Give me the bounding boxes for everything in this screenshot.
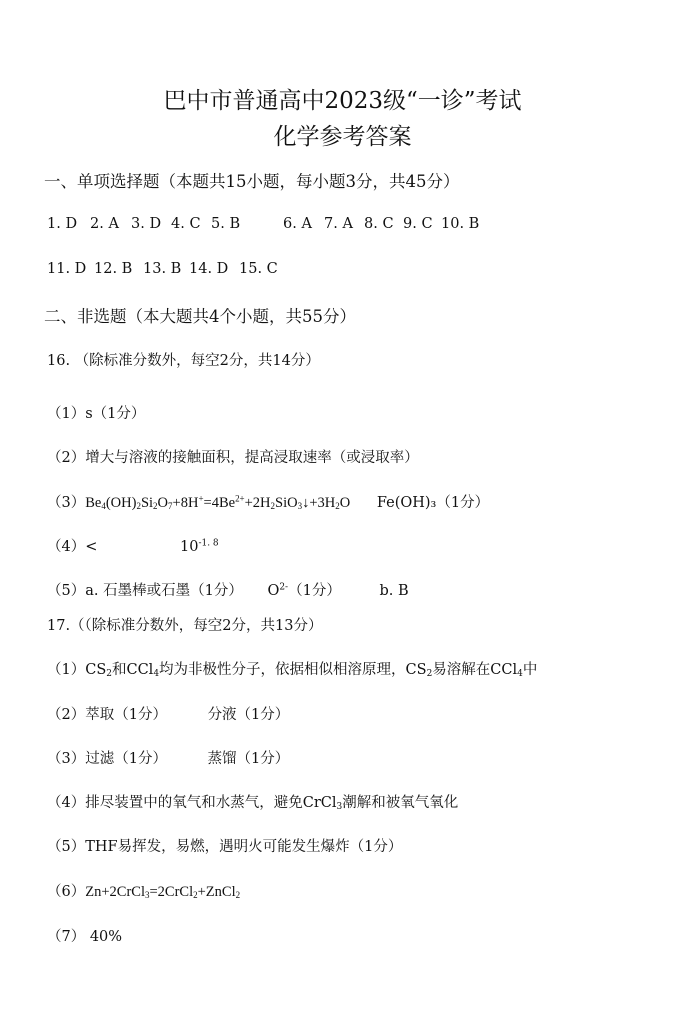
section-2-heading: 二、非选题（本大题共4个小题，共55分） bbox=[44, 307, 356, 326]
chemical-equation: Zn+2CrCl$_3$=2CrCl$_2$+ZnCl$_2$ bbox=[85, 884, 241, 901]
mc-answer: 3. D bbox=[131, 216, 162, 232]
oxide-ion: $O^{2-}(1$分） bbox=[267, 582, 341, 599]
mc-answer: 8. C bbox=[364, 216, 394, 232]
q16-answer-4-value: $10^{-1. 8}$ bbox=[179, 538, 219, 555]
q17-answer-2: （2）萃取（1分） 分液（1分） bbox=[47, 707, 290, 723]
q16-answer-4 bbox=[47, 535, 219, 556]
page-title: 巴中市普通高中2023级“一诊”考试 bbox=[163, 88, 522, 114]
mc-answer: 12. B bbox=[94, 261, 133, 277]
section-1-heading: 一、单项选择题（本题共15小题，每小题3分，共45分） bbox=[44, 172, 460, 191]
formula-cs2: $CS_2$ bbox=[405, 662, 433, 680]
q16-answer-1: （1）s（1分） bbox=[47, 406, 146, 422]
answer-label: （1） bbox=[47, 662, 86, 678]
formula-crcl3: CrCl$_3$ bbox=[302, 795, 343, 813]
q16-heading: 16. （除标准分数外，每空2分，共14分） bbox=[47, 353, 320, 369]
mc-answer: 7. A bbox=[324, 216, 353, 232]
formula-ccl4: CCl$_4$ bbox=[126, 662, 160, 680]
q17-answer-4: （4）排尽装置中的氧气和水蒸气，避免CrCl$_3$潮解和被氧气氧化 bbox=[47, 795, 459, 813]
mc-answer: 15. C bbox=[239, 261, 278, 277]
mc-answer: 5. B bbox=[211, 216, 241, 232]
q16-answer-3 bbox=[47, 491, 489, 512]
mc-answer: 11. D bbox=[47, 261, 87, 277]
formula-ccl4: CCl$_4$ bbox=[490, 662, 523, 680]
answer-label: （5）a. 石墨棒或石墨（1分） bbox=[47, 583, 243, 599]
answer-label: （3） bbox=[47, 495, 86, 511]
mc-answer: 6. A bbox=[283, 216, 312, 232]
mc-answer: 14. D bbox=[189, 261, 229, 277]
chemical-equation: $Be_4(OH)_2Si_2O_7+8H^+=4Be^{2+}+2H_2SiO_3↓+3H_2O$ bbox=[85, 493, 351, 512]
q17-heading: 17.（（除标准分数外，每空2分，共13分） bbox=[47, 618, 323, 634]
q16-answer-2: （2）增大与溶液的接触面积，提高浸取速率（或浸取率） bbox=[47, 450, 419, 466]
q17-answer-3: （3）过滤（1分） 蒸馏（1分） bbox=[47, 751, 290, 767]
q16-answer-5 bbox=[47, 579, 409, 600]
mc-answer: 9. C bbox=[403, 216, 433, 232]
page-subtitle: 化学参考答案 bbox=[273, 124, 412, 150]
q16-answer-5b: b. B bbox=[379, 583, 409, 599]
answer-label: （6） bbox=[47, 884, 86, 900]
mc-answer: 2. A bbox=[90, 216, 119, 232]
formula-cs2: $CS_2$ bbox=[85, 662, 112, 680]
mc-answer: 4. C bbox=[171, 216, 201, 232]
mc-answer: 1. D bbox=[47, 216, 78, 232]
q17-answer-6 bbox=[47, 880, 240, 901]
q17-answer-7: （7） 40% bbox=[47, 929, 123, 945]
q17-answer-1: $(1)CS_2$和CCl$_4$均为非极性分子，依据相似相溶原理，$CS_2$易溶解在CCl$_4$中 bbox=[47, 662, 538, 680]
q16-answer-3-second: Fe(OH)₃（1分） bbox=[376, 495, 490, 511]
mc-answer: 13. B bbox=[143, 261, 182, 277]
answer-label: （4）< bbox=[47, 539, 98, 555]
q17-answer-5: （5）THF易挥发，易燃，遇明火可能发生爆炸（1分） bbox=[47, 839, 403, 855]
mc-answer: 10. B bbox=[441, 216, 480, 232]
